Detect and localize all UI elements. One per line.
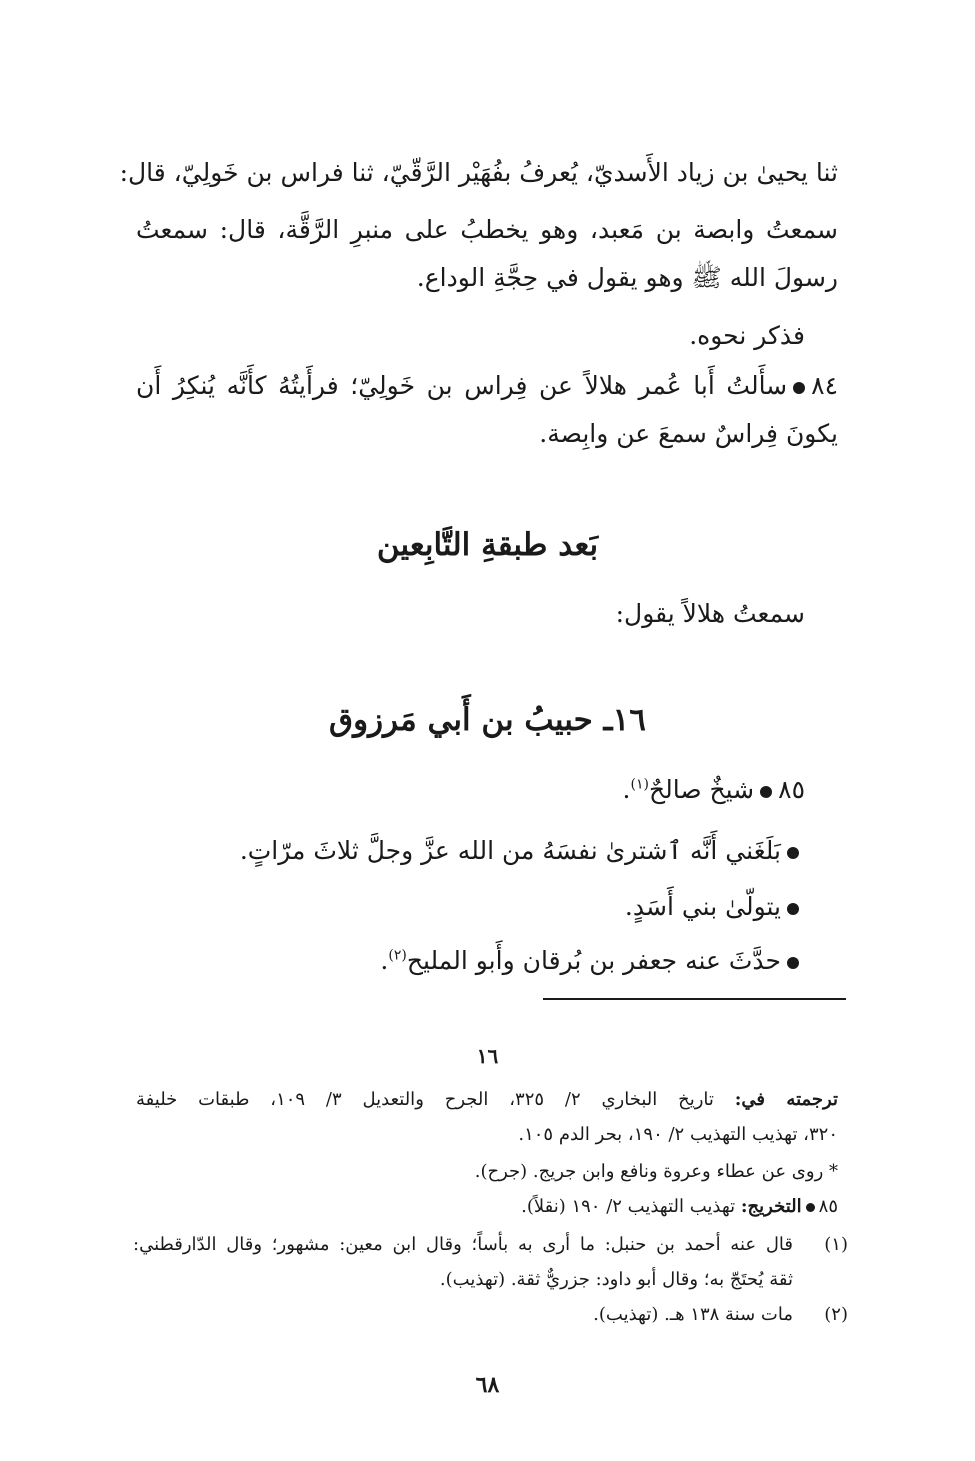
bullet-text-2: يتولّىٰ بني أَسَدٍ.: [624, 892, 781, 921]
footnote-1-line-1: قال عنه أحمد بن حنبل: ما أرى به بأساً؛ وقال ابن معين: مشهور؛ وقال الدّارقطني:: [133, 1234, 793, 1255]
text-line-1: ثنا يحيىٰ بن زياد الأَسديّ، يُعرفُ بفُهَيْر الرَّقّيّ، ثنا فراس بن خَولِيّ، قال:: [119, 158, 838, 187]
bullet-text-1: بَلَغَني أَنَّه ٱشترىٰ نفسَهُ من الله عزَّ وجلَّ ثلاثَ مرّاتٍ.: [239, 836, 781, 865]
footnote-2-number: (٢): [824, 1304, 848, 1325]
footnote-1-number: (١): [824, 1234, 848, 1255]
paragraph-84-line-1: [136, 368, 838, 403]
footnote-divider: [543, 998, 846, 1000]
bullet-line-3: حدَّثَ عنه جعفر بن بُرقان وأَبو المليح$^{(٢)}$.: [380, 943, 805, 978]
footnote-section-number: ١٦: [476, 1044, 499, 1068]
paragraph-84-line-2: يكونَ فِراسٌ سمعَ عن وابِصة.: [539, 419, 838, 448]
section-intro: سمعتُ هلالاً يقول:: [615, 599, 805, 628]
item-85: ٨٥شيخٌ صالحٌ$^{(١)}$.: [622, 775, 805, 804]
bullet-dot-icon: [787, 847, 799, 859]
text-line-4: فذكر نحوه.: [689, 321, 805, 350]
takhrij-label: التخريج:: [740, 1196, 802, 1217]
footnote-bio-line-1: [136, 1087, 838, 1112]
footnote-narration: * روى عن عطاء وعروة ونافع وابن جريج. (جرح).: [474, 1161, 838, 1182]
bullet-dot-icon: [760, 786, 772, 798]
footnote-bio-line-2: ٣٢٠، تهذيب التهذيب ٢/ ١٩٠، بحر الدم ١٠٥.: [518, 1124, 838, 1145]
takhrij-number: ٨٥: [818, 1196, 838, 1217]
takhrij-text: تهذيب التهذيب ٢/ ١٩٠ (نقلاً).: [521, 1196, 736, 1217]
section-heading: بَعد طبقةِ التَّابِعين: [376, 527, 599, 563]
item-85-text: شيخٌ صالحٌ: [648, 775, 755, 804]
bio-label: ترجمته في:: [734, 1089, 838, 1110]
paragraph-84-text: سأَلتُ أَبا عُمر هلالاً عن فِراس بن خَولِيّ؛ فرأَيتُهُ كأَنَّه يُنكِرُ أَن: [136, 371, 788, 400]
bullet-dot-icon: [793, 382, 805, 394]
footnote-ref-1: (١): [630, 776, 649, 793]
footnote-2-text: مات سنة ١٣٨ هـ. (تهذيب).: [593, 1304, 793, 1325]
bullet-dot-icon: [806, 1203, 815, 1212]
bullet-text-3: حدَّثَ عنه جعفر بن بُرقان وأَبو المليح: [406, 946, 781, 975]
bullet-dot-icon: [787, 957, 799, 969]
bullet-line-1: [240, 833, 805, 868]
paragraph-number: ٨٤: [811, 371, 838, 400]
bullet-line-2: [625, 889, 805, 924]
footnote-takhrij: [521, 1194, 838, 1219]
bullet-dot-icon: [787, 903, 799, 915]
footnote-ref-2: (٢): [388, 947, 407, 964]
text-line-2: سمعتُ وابصة بن مَعبد، وهو يخطبُ على منبرِ الرَّقَّة، قال: سمعتُ: [136, 215, 838, 244]
text-line-3: رسولَ الله ﷺ وهو يقول في حِجَّةِ الوداع.: [416, 263, 838, 292]
footnote-1-line-2: ثقة يُحتَجّ به؛ وقال أبو داود: جزريٌّ ثقة. (تهذيب).: [439, 1269, 793, 1290]
entry-heading: ١٦ـ حبيبُ بن أَبي مَرزوق: [329, 702, 646, 738]
page-number: ٦٨: [475, 1372, 500, 1398]
bio-text-1: تاريخ البخاري ٢/ ٣٢٥، الجرح والتعديل ٣/ ١٠٩، طبقات خليفة: [136, 1089, 714, 1110]
item-number: ٨٥: [778, 775, 805, 804]
